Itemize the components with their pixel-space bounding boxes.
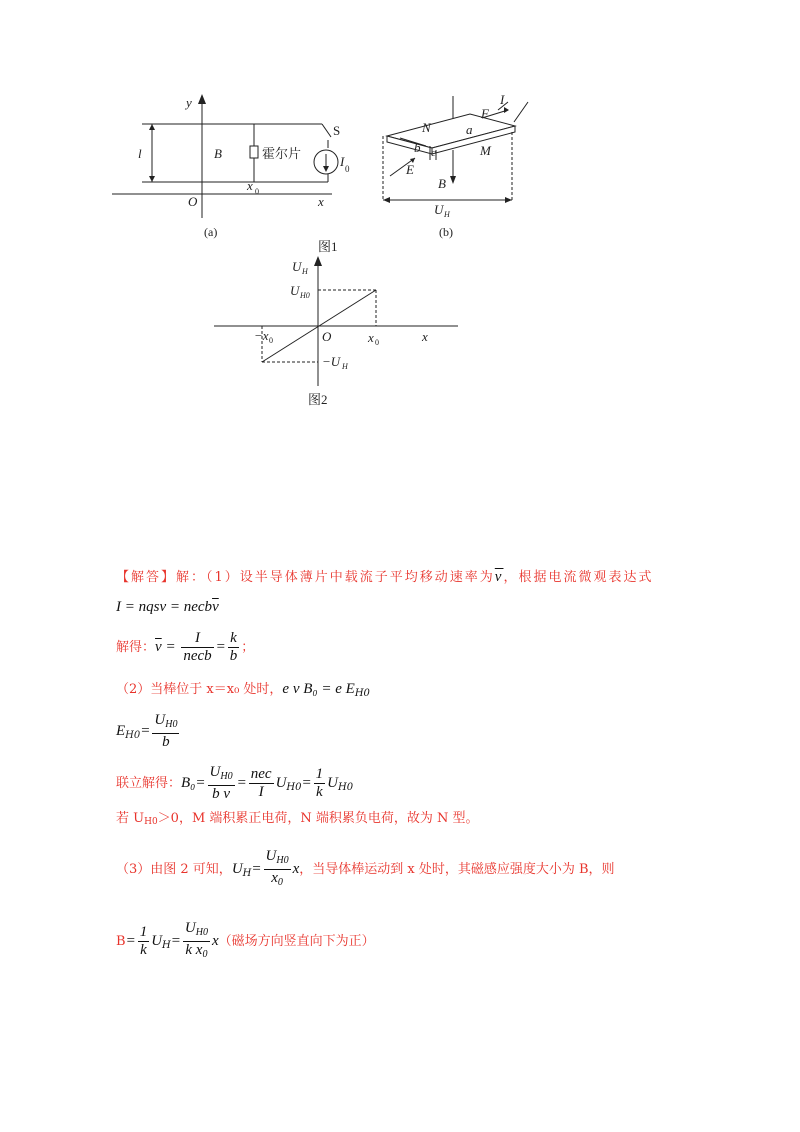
answer-line-7: （3）由图 2 可知，$U_H=$ $\frac{U_{H0}}{x_0}$ x，当导体棒运动到 x 处时，其磁感应强度大小为 B，则 [116, 848, 615, 891]
x0-sub: 0 [255, 187, 259, 196]
uh0-sub: H0 [300, 291, 310, 300]
i0-sub: 0 [345, 164, 350, 174]
x0-tick-sub: 0 [375, 338, 379, 347]
n-label: N [422, 120, 431, 135]
x0-label: x [247, 178, 253, 193]
equation-1 [116, 598, 219, 617]
uh-label: U [434, 202, 444, 217]
fig2-origin: O [322, 329, 332, 344]
neg-x0-label: −x [254, 328, 269, 343]
fig2-y-sub: H [302, 267, 308, 276]
b-dim-label: b [414, 140, 421, 155]
figure-1 [100, 88, 540, 258]
i0-label: I [340, 154, 345, 169]
figure-2 [200, 252, 470, 410]
answer-line-6: 若 UH0＞0，M 端积累正电荷，N 端积累负电荷，故为 N 型。 [116, 811, 479, 827]
eq5-frac-2: $\frac{\text{nec}}{I}$ [250, 766, 272, 800]
neg-x0-sub: 0 [269, 336, 273, 345]
b-arrow-label: B [438, 176, 446, 191]
force-label: F [481, 106, 489, 121]
answer-line-3 [116, 680, 370, 703]
eq4-frac: $\frac{U_{H0}}{b}$ [154, 712, 178, 750]
eq3: e v B₀ = e E [282, 681, 355, 697]
x0-tick-label: x [368, 330, 374, 345]
eq2-end: ； [241, 640, 255, 655]
figure-1a-labels [138, 95, 350, 239]
eq2-frac-1: $\frac{I}{\text{necb}}$ [183, 630, 212, 664]
eq8-frac-1: $\frac{1}{k}$ [139, 924, 148, 958]
fig2-x-label: x [422, 329, 428, 344]
neg-uh-label: −U [322, 354, 341, 369]
figure-1a [112, 94, 341, 218]
switch-label: S [333, 123, 341, 138]
answer-line1-text: 解：（1）设半导体薄片中载流子平均移动速率为 [176, 570, 495, 585]
eq8-note: （磁场方向竖直向下为正） [218, 934, 375, 949]
answer-line-1 [116, 568, 653, 587]
figure-1-caption: 图1 [318, 239, 338, 254]
eq3-sub: H0 [354, 688, 370, 699]
eq2-frac-2: $\frac{k}{b}$ [229, 630, 238, 664]
c-label: c [431, 147, 436, 159]
eq5-frac-1: $\frac{U_{H0}}{b \overline{v}}$ [209, 764, 233, 802]
l-label: l [138, 146, 142, 161]
m-label: M [480, 143, 491, 158]
origin-label: O [188, 194, 198, 209]
figure-1b [383, 96, 528, 203]
a-label: a [466, 122, 473, 137]
neg-uh-sub: H [342, 362, 348, 371]
panel-b-label: (b) [439, 225, 453, 239]
eq1-text: I = nqsv = necb [116, 599, 213, 615]
hall-label: 霍尔片 [262, 146, 302, 161]
eq7-frac: $\frac{U_{H0}}{x_0}$ [265, 848, 289, 888]
line3-text: （2）当棒位于 x＝x₀ 处时， [116, 682, 283, 697]
eq8-frac-2: $\frac{U_{H0}}{k x_0}$ [184, 920, 208, 960]
eq1-v: $\overline{v}$ [212, 599, 219, 615]
current-label: I [500, 92, 505, 107]
x-axis-label: x [318, 194, 324, 209]
e-label: E [406, 162, 414, 177]
equation-2: 解得：$\overline{v}$ = $\frac{I}{\text{necb}}$ = $\frac{k}{b}$ ； [116, 630, 255, 664]
answer-tag: 【解答】 [116, 570, 177, 585]
equation-5: 联立解得：B₀= $\frac{U_{H0}}{b \overline{v}}$ = $\frac{\text{nec}}{I}$ $U_{H0}=$ $\frac{1}{k}$ $U_{H0}$ [116, 764, 354, 802]
joint-label: 联立解得： [116, 776, 182, 791]
y-axis-label: y [186, 95, 192, 110]
solve-label: 解得： [116, 640, 156, 655]
answer-line1-tail: ，根据电流微观表达式 [503, 570, 654, 585]
eq5-frac-3: $\frac{1}{k}$ [315, 766, 324, 800]
equation-4: $E_{H0}=$ $\frac{U_{H0}}{b}$ [116, 712, 178, 750]
b-field-label: B [214, 146, 222, 161]
figure-1b-labels [405, 92, 505, 239]
fig2-y-label: U [292, 259, 302, 274]
eq4-lhs: E [116, 723, 126, 739]
panel-a-label: (a) [204, 225, 218, 239]
eq2-eq: = [161, 639, 180, 655]
equation-8: B= $\frac{1}{k}$ $U_H=$ $\frac{U_{H0}}{k x_0}$ x（磁场方向竖直向下为正） [116, 920, 375, 963]
figure-2-caption: 图2 [308, 392, 328, 407]
uh-sub: H [444, 210, 450, 219]
uh0-label: U [290, 283, 300, 298]
v-bar: $\overline{v}$ [494, 569, 504, 585]
eq2-v: $\overline{v}$ [155, 639, 162, 655]
